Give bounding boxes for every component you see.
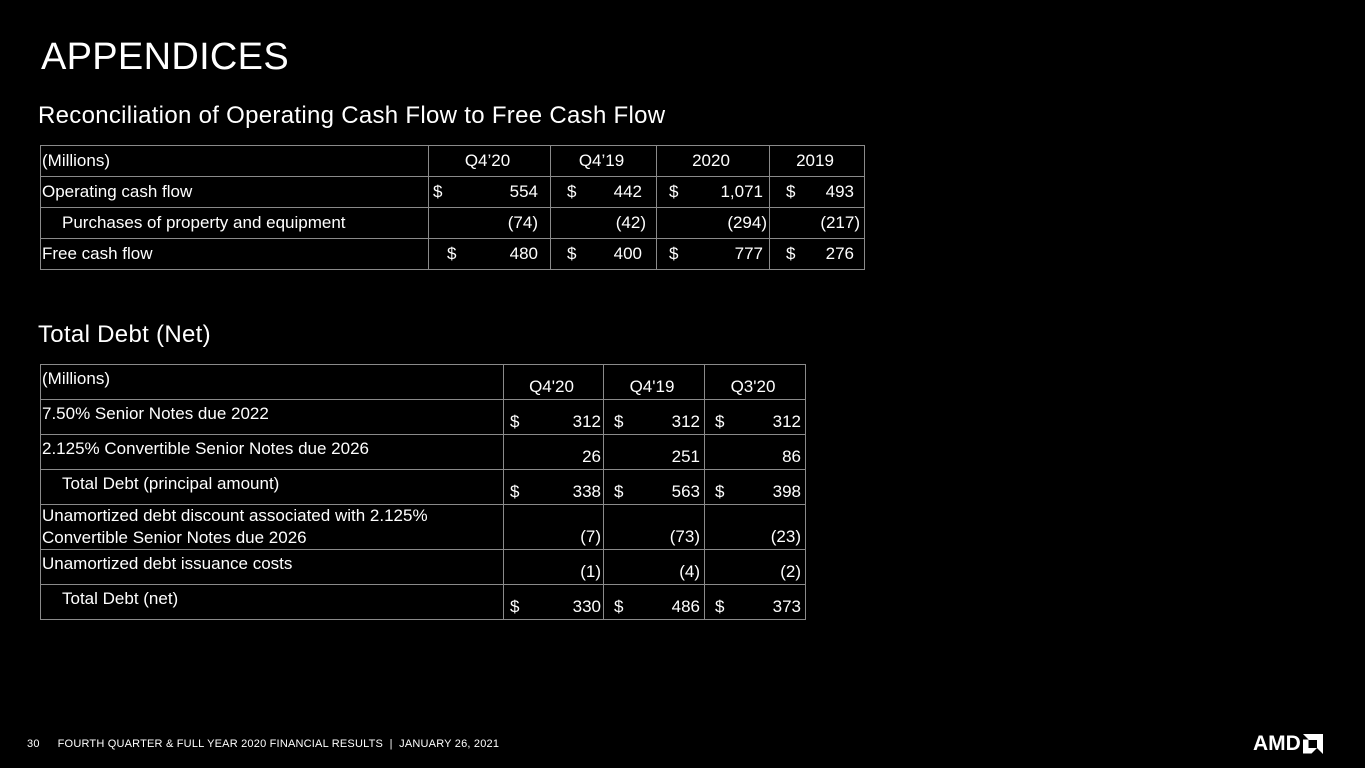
table-cell [604, 550, 705, 585]
row-label: Operating cash flow [41, 177, 429, 208]
cell-value: 563 [671, 482, 700, 501]
table-header: Q4'19 [604, 365, 705, 400]
table-header: (Millions) [41, 146, 429, 177]
row-label: Total Debt (net) [41, 585, 504, 620]
currency-symbol: $ [669, 182, 679, 201]
row-label-line: Unamortized debt discount associated with 2.125% [42, 506, 428, 525]
cell-value: 251 [671, 447, 700, 466]
footer [27, 738, 499, 750]
currency-symbol: $ [786, 244, 796, 263]
cell-value: (73) [669, 527, 700, 546]
amd-logo [1253, 733, 1323, 754]
page-number: 30 [27, 738, 40, 750]
currency-symbol: $ [715, 412, 725, 431]
table-cell [504, 550, 604, 585]
table-cell [705, 550, 806, 585]
cell-value: 26 [582, 447, 601, 466]
table-row [41, 550, 806, 585]
cell-value: (42) [615, 213, 646, 232]
currency-symbol: $ [447, 244, 457, 263]
cell-value: 1,071 [720, 182, 763, 201]
cell-value: 400 [613, 244, 642, 263]
table-row [41, 585, 806, 620]
currency-symbol: $ [614, 597, 624, 616]
table-cell [705, 585, 806, 620]
table-header: Q4’20 [429, 146, 551, 177]
currency-symbol: $ [715, 597, 725, 616]
cell-value: (7) [580, 527, 601, 546]
table-cell [657, 239, 770, 270]
table-header: 2020 [657, 146, 770, 177]
cell-value: 554 [509, 182, 538, 201]
table-cell [551, 177, 657, 208]
table-row [41, 470, 806, 505]
amd-arrow-icon [1303, 734, 1323, 754]
table-cell [429, 239, 551, 270]
cell-value: 442 [613, 182, 642, 201]
table-cell [551, 239, 657, 270]
table-cell [770, 208, 865, 239]
table-cell [504, 470, 604, 505]
table-cell [657, 177, 770, 208]
table-cell [504, 585, 604, 620]
table-cell [604, 505, 705, 550]
debt-table [40, 364, 806, 620]
table-cell [504, 400, 604, 435]
fcf-section-title: Reconciliation of Operating Cash Flow to Free Cash Flow [38, 102, 666, 129]
row-label: Free cash flow [41, 239, 429, 270]
table-cell [604, 470, 705, 505]
cell-value: 276 [825, 244, 854, 263]
cell-value: 312 [671, 412, 700, 431]
table-cell [770, 239, 865, 270]
currency-symbol: $ [510, 412, 520, 431]
table-cell [551, 208, 657, 239]
table-cell [429, 208, 551, 239]
table-header: Q4’19 [551, 146, 657, 177]
table-row [41, 177, 865, 208]
cell-value: (4) [679, 562, 700, 581]
cell-value: 86 [782, 447, 801, 466]
table-cell [657, 208, 770, 239]
cell-value: 373 [772, 597, 801, 616]
table-cell [504, 435, 604, 470]
table-row [41, 208, 865, 239]
currency-symbol: $ [433, 182, 443, 201]
currency-symbol: $ [510, 482, 520, 501]
table-header: 2019 [770, 146, 865, 177]
row-label-line: Convertible Senior Notes due 2026 [42, 528, 307, 547]
cell-value: 777 [734, 244, 763, 263]
table-row [41, 400, 806, 435]
table-header: Q4'20 [504, 365, 604, 400]
cell-value: 493 [825, 182, 854, 201]
currency-symbol: $ [614, 412, 624, 431]
table-cell [705, 435, 806, 470]
table-cell [705, 505, 806, 550]
currency-symbol: $ [510, 597, 520, 616]
row-label: 2.125% Convertible Senior Notes due 2026 [41, 435, 504, 470]
cell-value: (23) [770, 527, 801, 546]
table-cell [705, 470, 806, 505]
currency-symbol: $ [614, 482, 624, 501]
table-row [41, 239, 865, 270]
cell-value: (1) [580, 562, 601, 581]
currency-symbol: $ [715, 482, 725, 501]
table-header-row [41, 146, 865, 177]
table-header: Q3'20 [705, 365, 806, 400]
cell-value: 330 [572, 597, 601, 616]
debt-section-title: Total Debt (Net) [38, 321, 211, 348]
table-cell [604, 585, 705, 620]
row-label: 7.50% Senior Notes due 2022 [41, 400, 504, 435]
cell-value: 398 [772, 482, 801, 501]
cell-value: 480 [509, 244, 538, 263]
cell-value: 486 [671, 597, 700, 616]
table-cell [429, 177, 551, 208]
row-label: Total Debt (principal amount) [41, 470, 504, 505]
currency-symbol: $ [669, 244, 679, 263]
currency-symbol: $ [567, 244, 577, 263]
table-cell [770, 177, 865, 208]
table-cell [504, 505, 604, 550]
row-label: Unamortized debt issuance costs [41, 550, 504, 585]
table-header-row [41, 365, 806, 400]
table-row [41, 435, 806, 470]
table-row [41, 505, 806, 550]
fcf-table [40, 145, 865, 270]
cell-value: (294) [727, 213, 767, 232]
footer-text: FOURTH QUARTER & FULL YEAR 2020 FINANCIAL RESULTS | JANUARY 26, 2021 [57, 738, 500, 750]
cell-value: 338 [572, 482, 601, 501]
cell-value: (217) [820, 213, 860, 232]
page-title: APPENDICES [41, 36, 289, 78]
row-label: Purchases of property and equipment [41, 208, 429, 239]
currency-symbol: $ [567, 182, 577, 201]
table-cell [604, 435, 705, 470]
row-label [41, 505, 504, 550]
logo-text: AMD [1253, 732, 1301, 755]
currency-symbol: $ [786, 182, 796, 201]
cell-value: 312 [772, 412, 801, 431]
table-cell [604, 400, 705, 435]
table-cell [705, 400, 806, 435]
table-header: (Millions) [41, 365, 504, 400]
cell-value: 312 [572, 412, 601, 431]
cell-value: (2) [780, 562, 801, 581]
cell-value: (74) [507, 213, 538, 232]
